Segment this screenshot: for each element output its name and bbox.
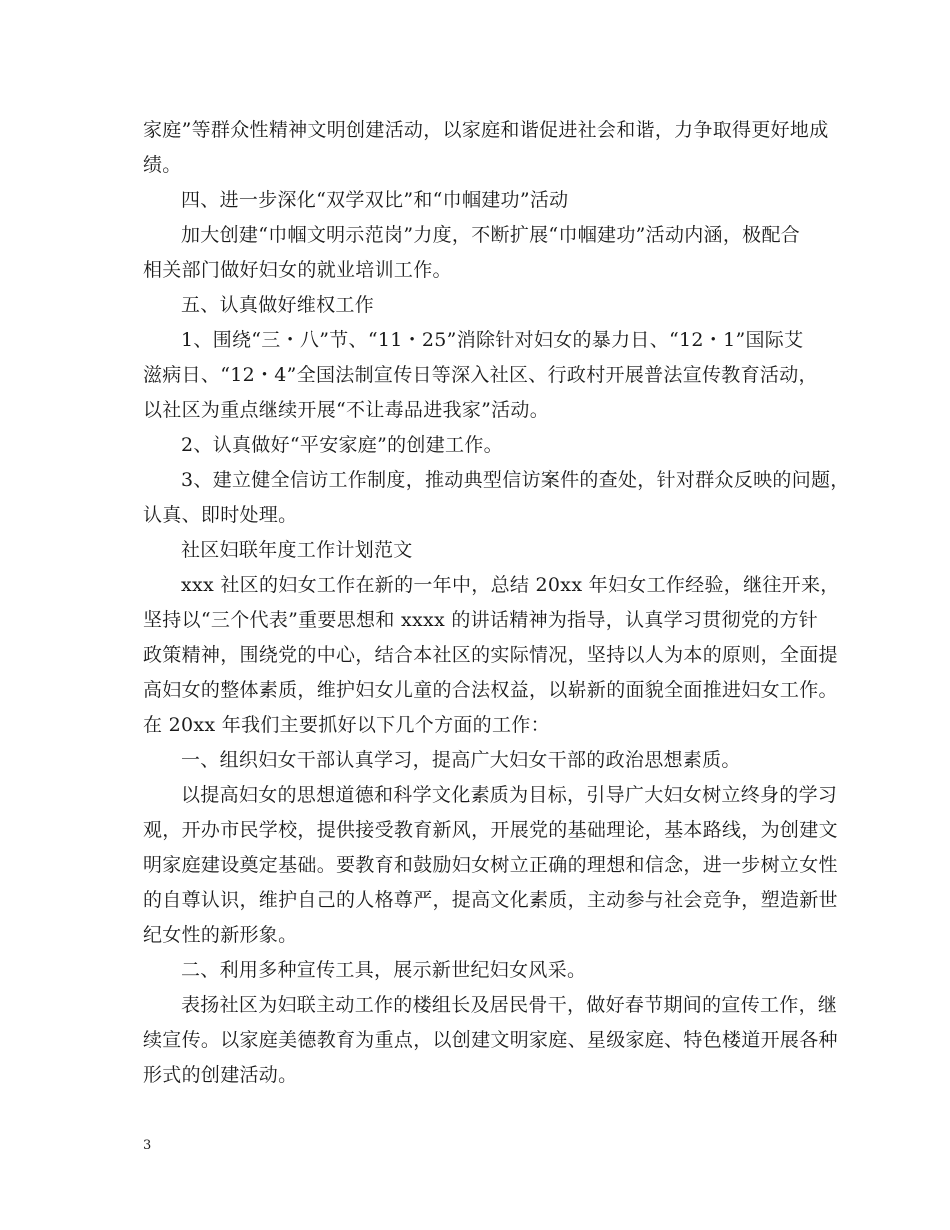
text-line: 以社区为重点继续开展“不让毒品进我家”活动。: [143, 399, 550, 421]
text-line: 形式的创建活动。: [143, 1064, 298, 1086]
text-line: 相关部门做好妇女的就业培训工作。: [143, 259, 452, 281]
text-line: 坚持以“三个代表”重要思想和 xxxx 的讲话精神为指导，认真学习贯彻党的方针: [143, 609, 819, 631]
section-heading: 一、组织妇女干部认真学习，提高广大妇女干部的政治思想素质。: [181, 749, 741, 771]
text-line: 明家庭建设奠定基础。要教育和鼓励妇女树立正确的理想和信念，进一步树立女性: [143, 854, 838, 876]
page-number: 3: [143, 1138, 152, 1153]
text-line: 滋病日、“12・4”全国法制宣传日等深入社区、行政村开展普法宣传教育活动，: [143, 364, 818, 386]
text-line: 家庭”等群众性精神文明创建活动，以家庭和谐促进社会和谐，力争取得更好地成: [143, 119, 829, 141]
text-line: 的自尊认识，维护自己的人格尊严，提高文化素质，主动参与社会竞争，塑造新世: [143, 889, 838, 911]
text-line: 3、建立健全信访工作制度，推动典型信访案件的查处，针对群众反映的问题，: [181, 469, 850, 491]
text-line: 观，开办市民学校，提供接受教育新风，开展党的基础理论，基本路线，为创建文: [143, 819, 838, 841]
section-heading: 四、进一步深化“双学双比”和“巾帼建功”活动: [181, 189, 569, 211]
document-body: [143, 113, 850, 1093]
text-line: 续宣传。以家庭美德教育为重点，以创建文明家庭、星级家庭、特色楼道开展各种: [143, 1029, 838, 1051]
text-line: 认真、即时处理。: [143, 504, 298, 526]
document-title: 社区妇联年度工作计划范文: [181, 539, 413, 561]
text-line: 1、围绕“三・八”节、“11・25”消除针对妇女的暴力日、“12・1”国际艾: [181, 329, 804, 351]
text-line: 高妇女的整体素质，维护妇女儿童的合法权益，以崭新的面貌全面推进妇女工作。: [143, 679, 838, 701]
text-line: 加大创建“巾帼文明示范岗”力度，不断扩展“巾帼建功”活动内涵，极配合: [181, 224, 801, 246]
text-line: 2、认真做好“平安家庭”的创建工作。: [181, 434, 503, 456]
text-line: 以提高妇女的思想道德和科学文化素质为目标，引导广大妇女树立终身的学习: [181, 784, 838, 806]
section-heading: 二、利用多种宣传工具，展示新世纪妇女风采。: [181, 959, 587, 981]
text-line: xxx 社区的妇女工作在新的一年中，总结 20xx 年妇女工作经验，继往开来，: [181, 574, 840, 596]
text-line: 在 20xx 年我们主要抓好以下几个方面的工作：: [143, 714, 550, 736]
text-line: 表扬社区为妇联主动工作的楼组长及居民骨干，做好春节期间的宣传工作，继: [181, 994, 838, 1016]
text-line: 纪女性的新形象。: [143, 924, 298, 946]
text-line: 政策精神，围绕党的中心，结合本社区的实际情况，坚持以人为本的原则，全面提: [143, 644, 838, 666]
text-line: 绩。: [143, 154, 182, 176]
section-heading: 五、认真做好维权工作: [181, 294, 375, 316]
